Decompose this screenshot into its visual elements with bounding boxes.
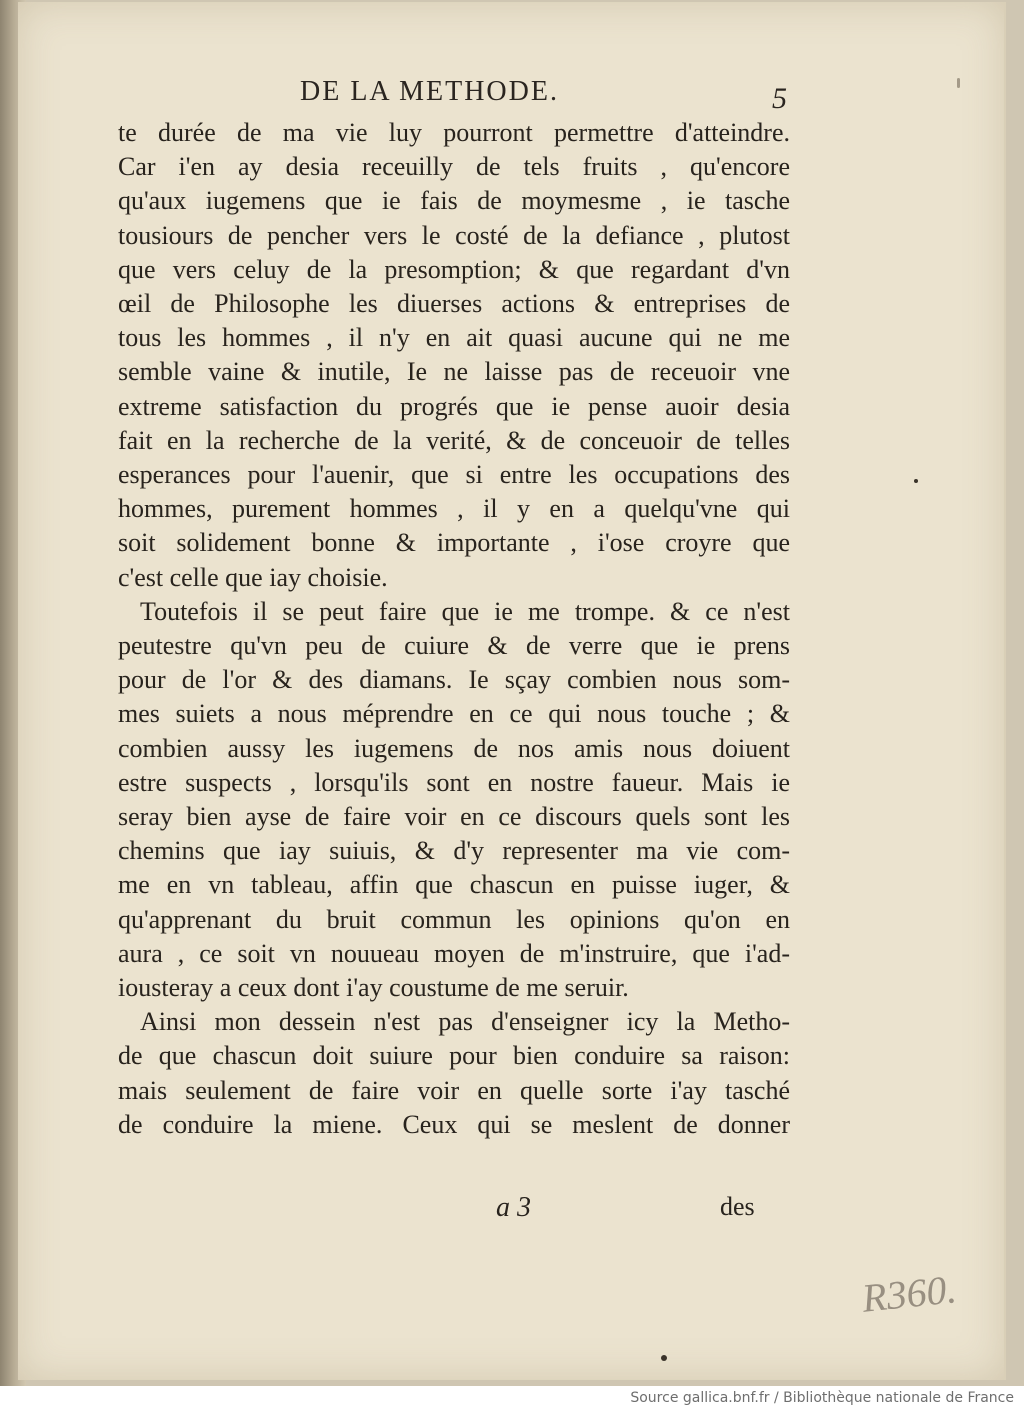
running-head: DE LA METHODE.	[300, 76, 559, 107]
handwritten-shelfmark: R360.	[859, 1266, 959, 1321]
text-line: te durée de ma vie luy pourront permettre d'atteindre.	[118, 118, 790, 147]
text-line: tousiours de pencher vers le costé de la defiance , plutost	[118, 220, 790, 250]
text-line: semble vaine & inutile, Ie ne laisse pas de receuoir vne	[118, 357, 790, 387]
text-line: extreme satisfaction du progrés que ie pense auoir desia	[118, 391, 790, 421]
text-line: Car i'en ay desia receuilly de tels fruits , qu'encore	[118, 152, 790, 182]
text-line: Toutefois il se peut faire que ie me trompe. & ce n'est	[140, 596, 790, 626]
text-line: de conduire la miene. Ceux qui se meslent de donner	[118, 1109, 790, 1139]
catchword: des	[720, 1192, 755, 1221]
ink-speck	[957, 78, 960, 88]
signature-mark: a 3	[496, 1192, 531, 1223]
text-line: mais seulement de faire voir en quelle sorte i'ay tasché	[118, 1075, 790, 1105]
text-line: c'est celle que iay choisie.	[118, 562, 388, 592]
text-line: iousteray a ceux dont i'ay coustume de me seruir.	[118, 973, 629, 1003]
text-line: hommes, purement hommes , il y en a quelqu'vne qui	[118, 494, 790, 524]
text-line: qu'aux iugemens que ie fais de moymesme , ie tasche	[118, 186, 790, 216]
text-line: estre suspects , lorsqu'ils sont en nostre faueur. Mais ie	[118, 767, 790, 797]
body-text	[118, 116, 790, 1142]
text-line: fait en la recherche de la verité, & de conceuoir de telles	[118, 425, 790, 455]
text-line: soit solidement bonne & importante , i'ose croyre que	[118, 528, 790, 558]
text-line: esperances pour l'auenir, que si entre les occupations des	[118, 460, 790, 490]
text-line: seray bien ayse de faire voir en ce discours quels sont les	[118, 802, 790, 832]
text-line: mes suiets a nous méprendre en ce qui nous touche ; &	[118, 699, 790, 729]
text-line: peutestre qu'vn peu de cuiure & de verre que ie prens	[118, 631, 790, 661]
text-line: qu'apprenant du bruit commun les opinions qu'on en	[118, 904, 790, 934]
text-line: pour de l'or & des diamans. Ie sçay combien nous som-	[118, 665, 790, 695]
ink-speck	[914, 479, 918, 483]
text-line: œil de Philosophe les diuerses actions & entreprises de	[118, 289, 790, 319]
text-line: me en vn tableau, affin que chascun en puisse iuger, &	[118, 870, 790, 900]
source-credit: Source gallica.bnf.fr / Bibliothèque nationale de France	[630, 1390, 1014, 1406]
text-line: aura , ce soit vn nouueau moyen de m'instruire, que i'ad-	[118, 938, 790, 968]
text-line: Ainsi mon dessein n'est pas d'enseigner icy la Metho-	[140, 1007, 790, 1037]
text-line: tous les hommes , il n'y en ait quasi aucune qui ne me	[118, 323, 790, 353]
text-line: combien aussy les iugemens de nos amis nous doiuent	[118, 733, 790, 763]
text-line: chemins que iay suiuis, & d'y representer ma vie com-	[118, 836, 790, 866]
text-line: de que chascun doit suiure pour bien conduire sa raison:	[118, 1041, 790, 1071]
page-number: 5	[772, 82, 787, 115]
ink-speck	[661, 1355, 667, 1361]
footer-bar	[0, 1386, 1024, 1414]
text-line: que vers celuy de la presomption; & que regardant d'vn	[118, 254, 790, 284]
